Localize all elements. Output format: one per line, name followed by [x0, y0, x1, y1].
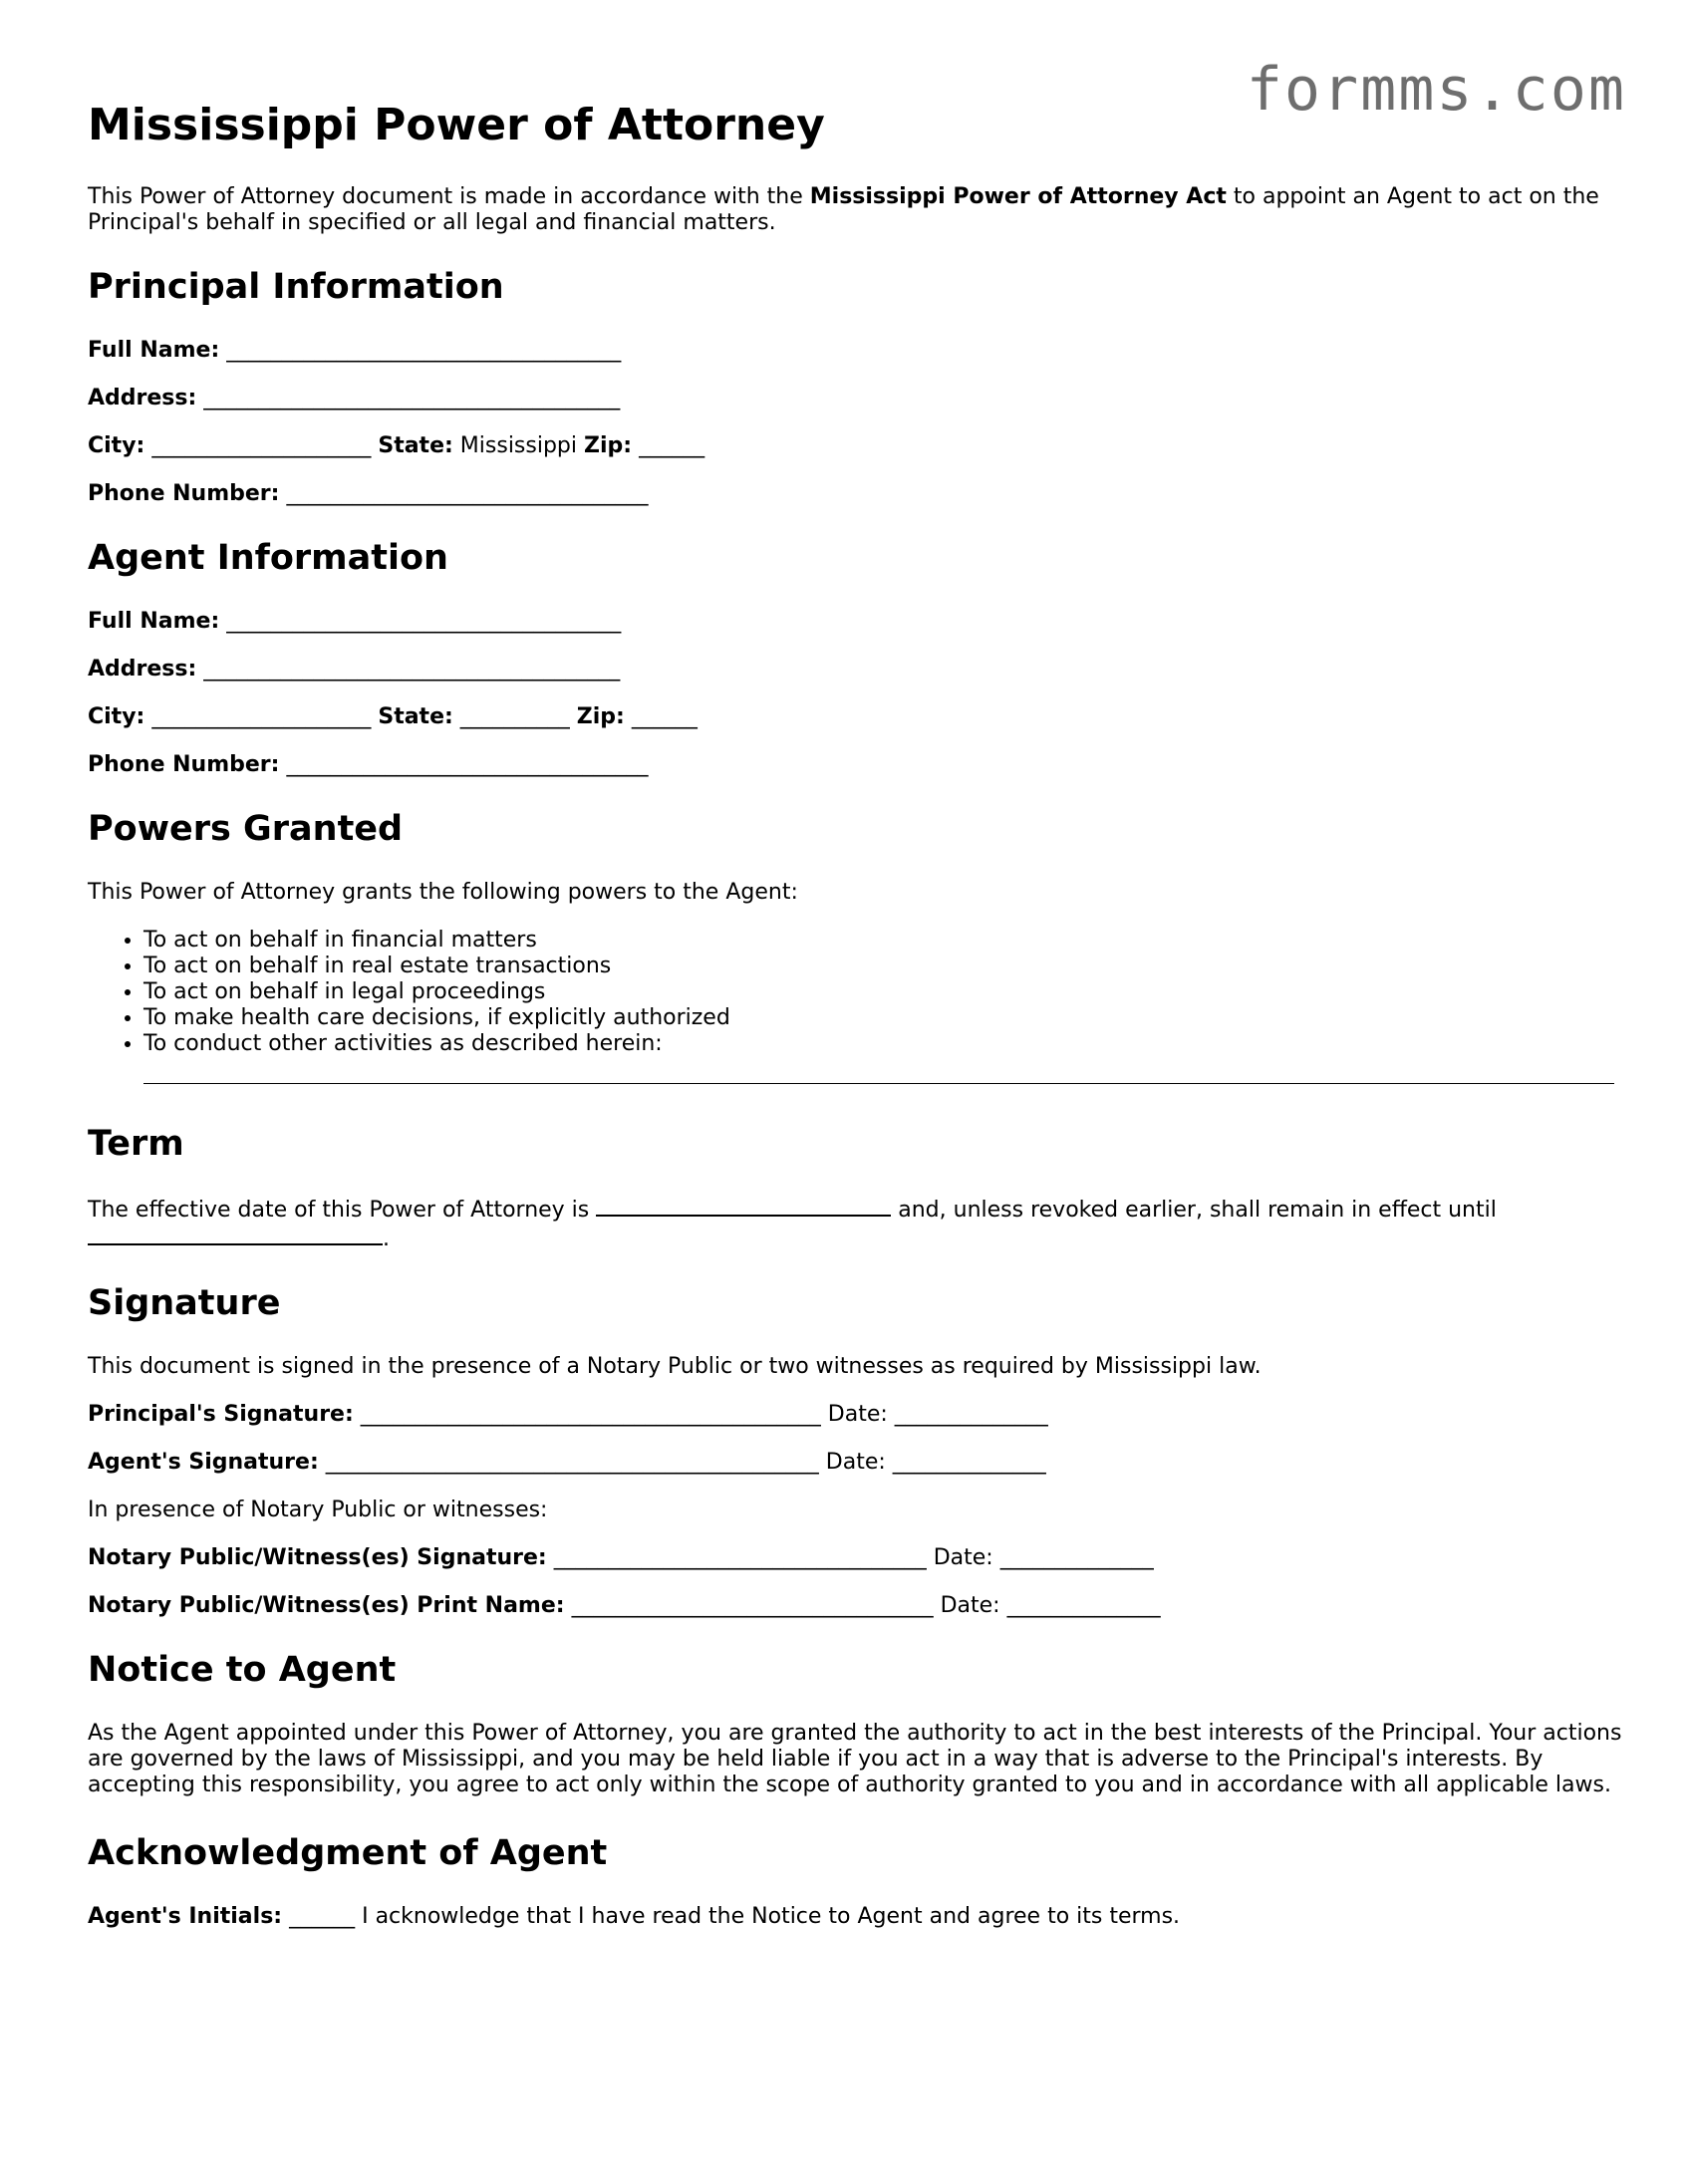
- intro-after: to appoint an Agent to act on the Principal's behalf in specified or all legal and financial matters.: [88, 183, 1599, 235]
- power-item-other: • To conduct other activities as described herein:: [143, 1031, 1622, 1057]
- power-item-real-estate: • To act on behalf in real estate transactions: [143, 954, 1622, 979]
- signature-heading: Signature: [88, 1282, 281, 1323]
- powers-list: [88, 928, 1622, 1057]
- principal-full-name-blank[interactable]: ____________________________________: [226, 337, 622, 363]
- principal-city-state-zip-field: City: ____________________ State: Mississippi Zip: ______: [88, 432, 705, 458]
- agent-signature-field: Agent's Signature: _____________________________________________ Date: ______________: [88, 1449, 1046, 1475]
- term-heading: Term: [88, 1123, 184, 1164]
- principal-state-value: Mississippi: [459, 432, 578, 458]
- watermark: formms.com: [1246, 55, 1626, 125]
- principal-heading: Principal Information: [88, 266, 504, 307]
- powers-intro: This Power of Attorney grants the following powers to the Agent:: [88, 879, 798, 905]
- notary-signature-field: Notary Public/Witness(es) Signature: __________________________________ Date: ______________: [88, 1544, 1154, 1570]
- principal-signature-blank[interactable]: __________________________________________: [360, 1401, 821, 1427]
- principal-phone-field: Phone Number: _________________________________: [88, 480, 649, 506]
- principal-date-blank[interactable]: ______________: [894, 1401, 1048, 1427]
- agent-initials-blank[interactable]: ______: [289, 1903, 356, 1929]
- agent-state-blank[interactable]: __________: [459, 703, 570, 729]
- principal-phone-blank[interactable]: _________________________________: [286, 480, 649, 506]
- agent-address-blank[interactable]: ______________________________________: [203, 656, 621, 682]
- agent-zip-blank[interactable]: ______: [631, 703, 698, 729]
- notice-paragraph: As the Agent appointed under this Power of Attorney, you are granted the authority to act in the best interests of the Principal. Your actions are governed by the laws of Mississippi, and you may be held liable if you act in a way that is adverse to the Principal's interests. By accepting this responsibility, you agree to act only within the scope of authority granted to you and in accordance with all applicable laws.: [88, 1720, 1622, 1797]
- acknowledgment-heading: Acknowledgment of Agent: [88, 1832, 608, 1873]
- intro-before: This Power of Attorney document is made in accordance with the: [88, 183, 810, 209]
- agent-city-state-zip-field: City: ____________________ State: __________ Zip: ______: [88, 703, 698, 729]
- end-date-blank[interactable]: [88, 1224, 383, 1245]
- power-item-legal: • To act on behalf in legal proceedings: [143, 979, 1622, 1005]
- principal-full-name-field: Full Name: ____________________________________: [88, 337, 622, 363]
- notice-heading: Notice to Agent: [88, 1649, 397, 1690]
- power-item-financial: • To act on behalf in financial matters: [143, 928, 1622, 954]
- agent-heading: Agent Information: [88, 537, 448, 578]
- notary-print-name-field: Notary Public/Witness(es) Print Name: _________________________________ Date: ______________: [88, 1592, 1161, 1618]
- page-title: Mississippi Power of Attorney: [88, 100, 825, 150]
- effective-date-blank[interactable]: [596, 1195, 891, 1217]
- notary-print-name-blank[interactable]: _________________________________: [571, 1592, 934, 1618]
- agent-initials-field: Agent's Initials: ______ I acknowledge that I have read the Notice to Agent and agree to its terms.: [88, 1903, 1181, 1929]
- principal-address-field: Address: ______________________________________: [88, 385, 621, 410]
- notary-signature-blank[interactable]: __________________________________: [553, 1544, 927, 1570]
- agent-address-field: Address: ______________________________________: [88, 656, 621, 682]
- agent-date-blank[interactable]: ______________: [892, 1449, 1046, 1475]
- intro-act-name: Mississippi Power of Attorney Act: [809, 183, 1227, 209]
- signature-intro: This document is signed in the presence of a Notary Public or two witnesses as required by Mississippi law.: [88, 1353, 1262, 1379]
- term-paragraph: The effective date of this Power of Attorney is and, unless revoked earlier, shall remain in effect until .: [88, 1195, 1622, 1252]
- agent-phone-field: Phone Number: _________________________________: [88, 751, 649, 777]
- principal-address-blank[interactable]: ______________________________________: [203, 385, 621, 410]
- notary-print-date-blank[interactable]: ______________: [1006, 1592, 1161, 1618]
- powers-heading: Powers Granted: [88, 808, 404, 849]
- power-item-health-care: • To make health care decisions, if explicitly authorized: [143, 1005, 1622, 1031]
- agent-full-name-field: Full Name: ____________________________________: [88, 608, 622, 634]
- principal-city-blank[interactable]: ____________________: [151, 432, 372, 458]
- agent-full-name-blank[interactable]: ____________________________________: [226, 608, 622, 634]
- principal-signature-field: Principal's Signature: __________________________________________ Date: ______________: [88, 1401, 1048, 1427]
- presence-text: In presence of Notary Public or witnesses:: [88, 1497, 548, 1522]
- intro-paragraph: [88, 184, 1622, 236]
- agent-city-blank[interactable]: ____________________: [151, 703, 372, 729]
- notary-signature-date-blank[interactable]: ______________: [999, 1544, 1154, 1570]
- agent-phone-blank[interactable]: _________________________________: [286, 751, 649, 777]
- document-page: [88, 100, 1622, 1952]
- principal-zip-blank[interactable]: ______: [639, 432, 705, 458]
- other-activities-blank[interactable]: [143, 1059, 1622, 1085]
- agent-signature-blank[interactable]: _____________________________________________: [325, 1449, 819, 1475]
